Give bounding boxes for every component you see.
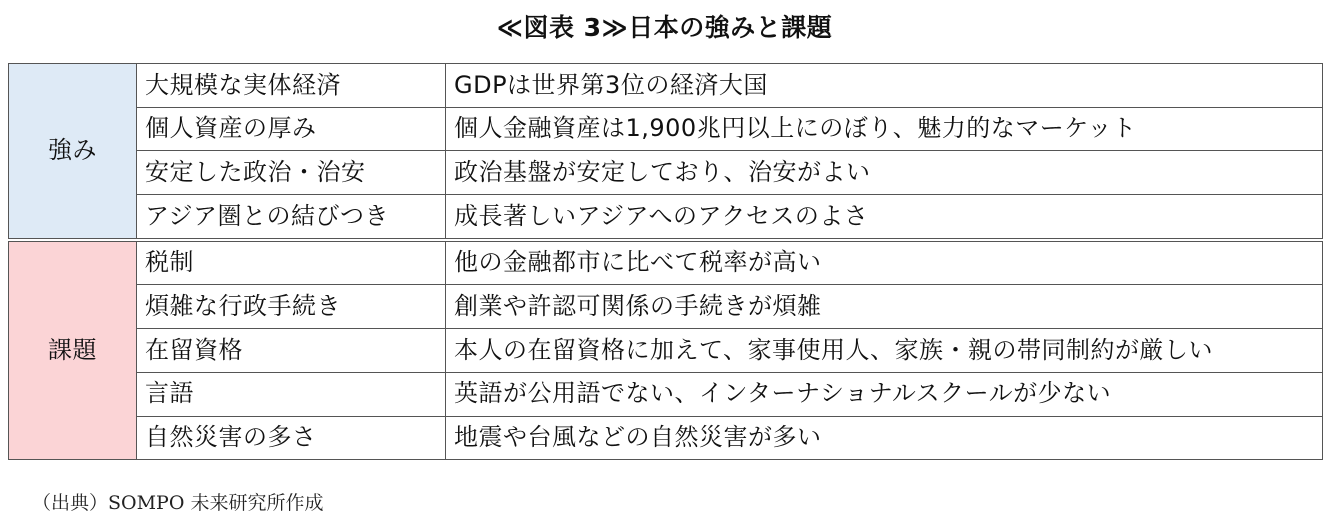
table-row (9, 285, 1323, 329)
source-note: （出典）SOMPO 未来研究所作成 (32, 492, 324, 514)
item-cell: 自然災害の多さ (137, 416, 446, 460)
description-cell: 本人の在留資格に加えて、家事使用人、家族・親の帯同制約が厳しい (446, 329, 1323, 373)
item-cell: 大規模な実体経済 (137, 64, 446, 108)
description-cell: 英語が公用語でない、インターナショナルスクールが少ない (446, 372, 1323, 416)
description-cell: 他の金融都市に比べて税率が高い (446, 240, 1323, 285)
item-cell: 税制 (137, 240, 446, 285)
description-cell: 創業や許認可関係の手続きが煩雑 (446, 285, 1323, 329)
description-cell: GDPは世界第3位の経済大国 (446, 64, 1323, 108)
table-row (9, 195, 1323, 240)
item-cell: 個人資産の厚み (137, 107, 446, 151)
strengths-issues-table (8, 63, 1323, 460)
item-cell: 安定した政治・治安 (137, 151, 446, 195)
table-row (9, 240, 1323, 285)
table-row (9, 329, 1323, 373)
table-row (9, 64, 1323, 108)
table-row (9, 107, 1323, 151)
table-row (9, 151, 1323, 195)
figure-title: ≪図表 3≫日本の強みと課題 (496, 13, 833, 42)
item-cell: 言語 (137, 372, 446, 416)
description-cell: 地震や台風などの自然災害が多い (446, 416, 1323, 460)
description-cell: 個人金融資産は1,900兆円以上にのぼり、魅力的なマーケット (446, 107, 1323, 151)
category-issues: 課題 (9, 240, 137, 460)
item-cell: 在留資格 (137, 329, 446, 373)
item-cell: 煩雑な行政手続き (137, 285, 446, 329)
table-row (9, 372, 1323, 416)
description-cell: 政治基盤が安定しており、治安がよい (446, 151, 1323, 195)
item-cell: アジア圏との結びつき (137, 195, 446, 240)
category-strengths: 強み (9, 64, 137, 240)
table-row (9, 416, 1323, 460)
description-cell: 成長著しいアジアへのアクセスのよさ (446, 195, 1323, 240)
